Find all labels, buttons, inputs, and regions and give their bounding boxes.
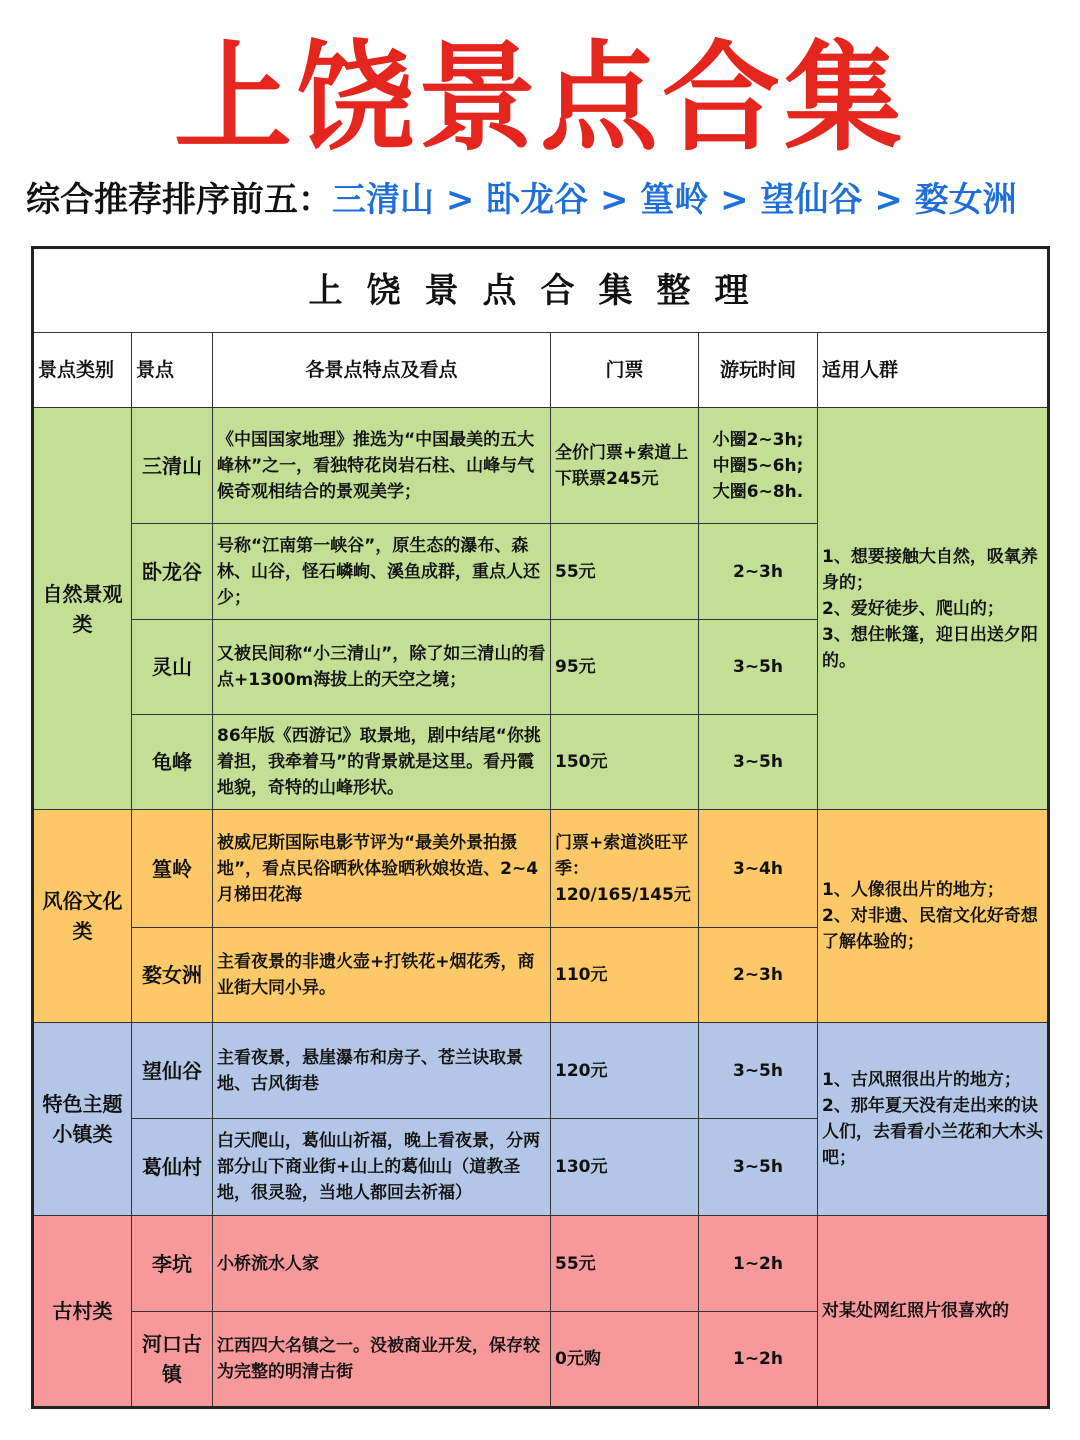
- play-time: 3~5h: [699, 715, 818, 810]
- play-time: 3~5h: [699, 1119, 818, 1216]
- category-cell: 古村类: [33, 1216, 132, 1408]
- ticket-price: 130元: [551, 1119, 699, 1216]
- spot-features: 86年版《西游记》取景地，剧中结尾“你挑着担，我牵着马”的背景就是这里。看丹霞地貌，奇特的山峰形状。: [213, 715, 551, 810]
- spot-features: 江西四大名镇之一。没被商业开发，保存较为完整的明清古街: [213, 1312, 551, 1408]
- spot-name: 婺女洲: [132, 928, 213, 1023]
- spot-features: 又被民间称“小三清山”，除了如三清山的看点+1300m海拔上的天空之境；: [213, 620, 551, 715]
- ticket-price: 55元: [551, 1216, 699, 1312]
- play-time: 3~5h: [699, 1023, 818, 1119]
- spot-name: 龟峰: [132, 715, 213, 810]
- header-ticket: 门票: [551, 333, 699, 408]
- audience-cell: 1、古风照很出片的地方； 2、那年夏天没有走出来的诀人们，去看看小兰花和大木头吧；: [818, 1023, 1049, 1216]
- spot-name: 卧龙谷: [132, 524, 213, 620]
- ticket-price: 门票+索道淡旺平季： 120/165/145元: [551, 810, 699, 928]
- category-cell: 特色主题小镇类: [33, 1023, 132, 1216]
- spot-name: 李坑: [132, 1216, 213, 1312]
- spot-name: 河口古镇: [132, 1312, 213, 1408]
- spot-features: 号称“江南第一峡谷”，原生态的瀑布、森林、山谷，怪石嶙峋、溪鱼成群，重点人还少；: [213, 524, 551, 620]
- table-row: [33, 810, 1049, 928]
- ranking-subtitle: [26, 176, 1066, 224]
- spot-name: 望仙谷: [132, 1023, 213, 1119]
- spot-name: 葛仙村: [132, 1119, 213, 1216]
- play-time: 1~2h: [699, 1216, 818, 1312]
- table-row: [33, 1023, 1049, 1119]
- ticket-price: 55元: [551, 524, 699, 620]
- spot-features: 主看夜景，悬崖瀑布和房子、苍兰诀取景地、古风街巷: [213, 1023, 551, 1119]
- play-time: 2~3h: [699, 524, 818, 620]
- table-header-row: [33, 333, 1049, 408]
- table-title: 上饶景点合集整理: [33, 248, 1049, 333]
- header-category: 景点类别: [33, 333, 132, 408]
- attractions-table: [31, 246, 1050, 1409]
- play-time: 2~3h: [699, 928, 818, 1023]
- spot-name: 三清山: [132, 408, 213, 524]
- ticket-price: 95元: [551, 620, 699, 715]
- audience-cell: 1、想要接触大自然，吸氧养身的； 2、爱好徒步、爬山的； 3、想住帐篷，迎日出送夕阳的。: [818, 408, 1049, 810]
- spot-name: 篁岭: [132, 810, 213, 928]
- spot-features: 被威尼斯国际电影节评为“最美外景拍摄地”，看点民俗晒秋体验晒秋娘妆造、2~4月梯田花海: [213, 810, 551, 928]
- play-time: 3~5h: [699, 620, 818, 715]
- header-features: 各景点特点及看点: [213, 333, 551, 408]
- category-cell: 自然景观类: [33, 408, 132, 810]
- category-cell: 风俗文化类: [33, 810, 132, 1023]
- play-time: 小圈2~3h; 中圈5~6h; 大圈6~8h.: [699, 408, 818, 524]
- ranking-list: 三清山 > 卧龙谷 > 篁岭 > 望仙谷 > 婺女洲: [332, 180, 1017, 220]
- header-time: 游玩时间: [699, 333, 818, 408]
- ticket-price: 0元购: [551, 1312, 699, 1408]
- spot-features: 主看夜景的非遗火壶+打铁花+烟花秀，商业街大同小异。: [213, 928, 551, 1023]
- header-spot: 景点: [132, 333, 213, 408]
- play-time: 1~2h: [699, 1312, 818, 1408]
- ticket-price: 全价门票+索道上下联票245元: [551, 408, 699, 524]
- header-audience: 适用人群: [818, 333, 1049, 408]
- audience-cell: 对某处网红照片很喜欢的: [818, 1216, 1049, 1408]
- page-title: 上饶景点合集: [173, 29, 906, 167]
- table-row: [33, 408, 1049, 524]
- ticket-price: 120元: [551, 1023, 699, 1119]
- ticket-price: 110元: [551, 928, 699, 1023]
- spot-name: 灵山: [132, 620, 213, 715]
- table-row: [33, 1216, 1049, 1312]
- audience-cell: 1、人像很出片的地方； 2、对非遗、民宿文化好奇想了解体验的；: [818, 810, 1049, 1023]
- spot-features: 《中国国家地理》推选为“中国最美的五大峰林”之一，看独特花岗岩石柱、山峰与气候奇观相结合的景观美学；: [213, 408, 551, 524]
- spot-features: 白天爬山，葛仙山祈福，晚上看夜景，分两部分山下商业街+山上的葛仙山（道教圣地，很灵验，当地人都回去祈福）: [213, 1119, 551, 1216]
- spot-features: 小桥流水人家: [213, 1216, 551, 1312]
- play-time: 3~4h: [699, 810, 818, 928]
- ticket-price: 150元: [551, 715, 699, 810]
- ranking-label: 综合推荐排序前五：: [26, 180, 332, 220]
